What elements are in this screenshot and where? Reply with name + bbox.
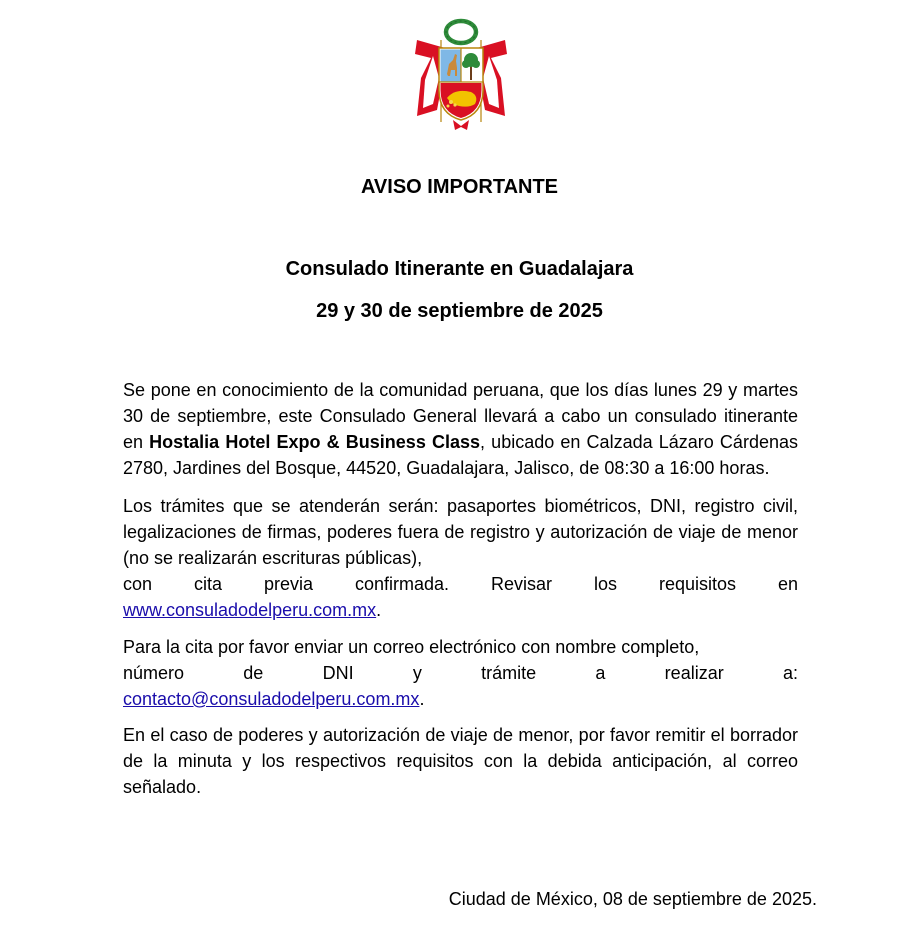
venue-name: Hostalia Hotel Expo & Business Class bbox=[149, 432, 481, 452]
appointment-end: . bbox=[419, 689, 425, 709]
coat-of-arms-of-peru-icon bbox=[411, 18, 511, 132]
event-title: Consulado Itinerante en Guadalajara bbox=[285, 258, 634, 280]
contact-email-link[interactable]: contacto@consuladodelperu.com.mx bbox=[123, 689, 420, 709]
consulate-website-link[interactable]: www.consuladodelperu.com.mx bbox=[123, 600, 377, 620]
announcement-paragraph bbox=[123, 377, 798, 481]
appointment-paragraph bbox=[123, 634, 798, 712]
appointment-line-1: Para la cita por favor enviar un correo electrónico con nombre completo, bbox=[123, 637, 700, 657]
announcement-intro: Se pone en conocimiento de la comunidad peruana, que los días lunes 29 y martes 30 de septiembre, este Consulado General llevará a cabo un consulado itinerante en bbox=[123, 380, 798, 452]
notice-heading: AVISO IMPORTANTE bbox=[360, 176, 559, 198]
services-paragraph bbox=[123, 493, 798, 623]
services-end: . bbox=[376, 600, 382, 620]
services-list: Los trámites que se atenderán serán: pasaportes biométricos, DNI, registro civil, legalizaciones de firmas, poderes fuera de registro y autorización de viaje de menor (no se realizarán escrituras públicas), bbox=[123, 496, 798, 568]
event-dates: 29 y 30 de septiembre de 2025 bbox=[316, 300, 603, 322]
requirements-notice: con cita previa confirmada. Revisar los requisitos en bbox=[123, 574, 798, 594]
place-and-date: Ciudad de México, 08 de septiembre de 2025. bbox=[448, 889, 817, 909]
appointment-line-2: número de DNI y trámite a realizar a: bbox=[123, 663, 798, 683]
venue-address: , ubicado en Calzada Lázaro Cárdenas 2780, Jardines del Bosque, 44520, Guadalajara, Jalisco, de 08:30 a 16:00 horas. bbox=[123, 432, 798, 478]
notice-body bbox=[123, 377, 798, 812]
power-of-attorney-paragraph: En el caso de poderes y autorización de viaje de menor, por favor remitir el borrador de la minuta y los respectivos requisitos con la debida anticipación, al correo señalado. bbox=[123, 725, 798, 797]
